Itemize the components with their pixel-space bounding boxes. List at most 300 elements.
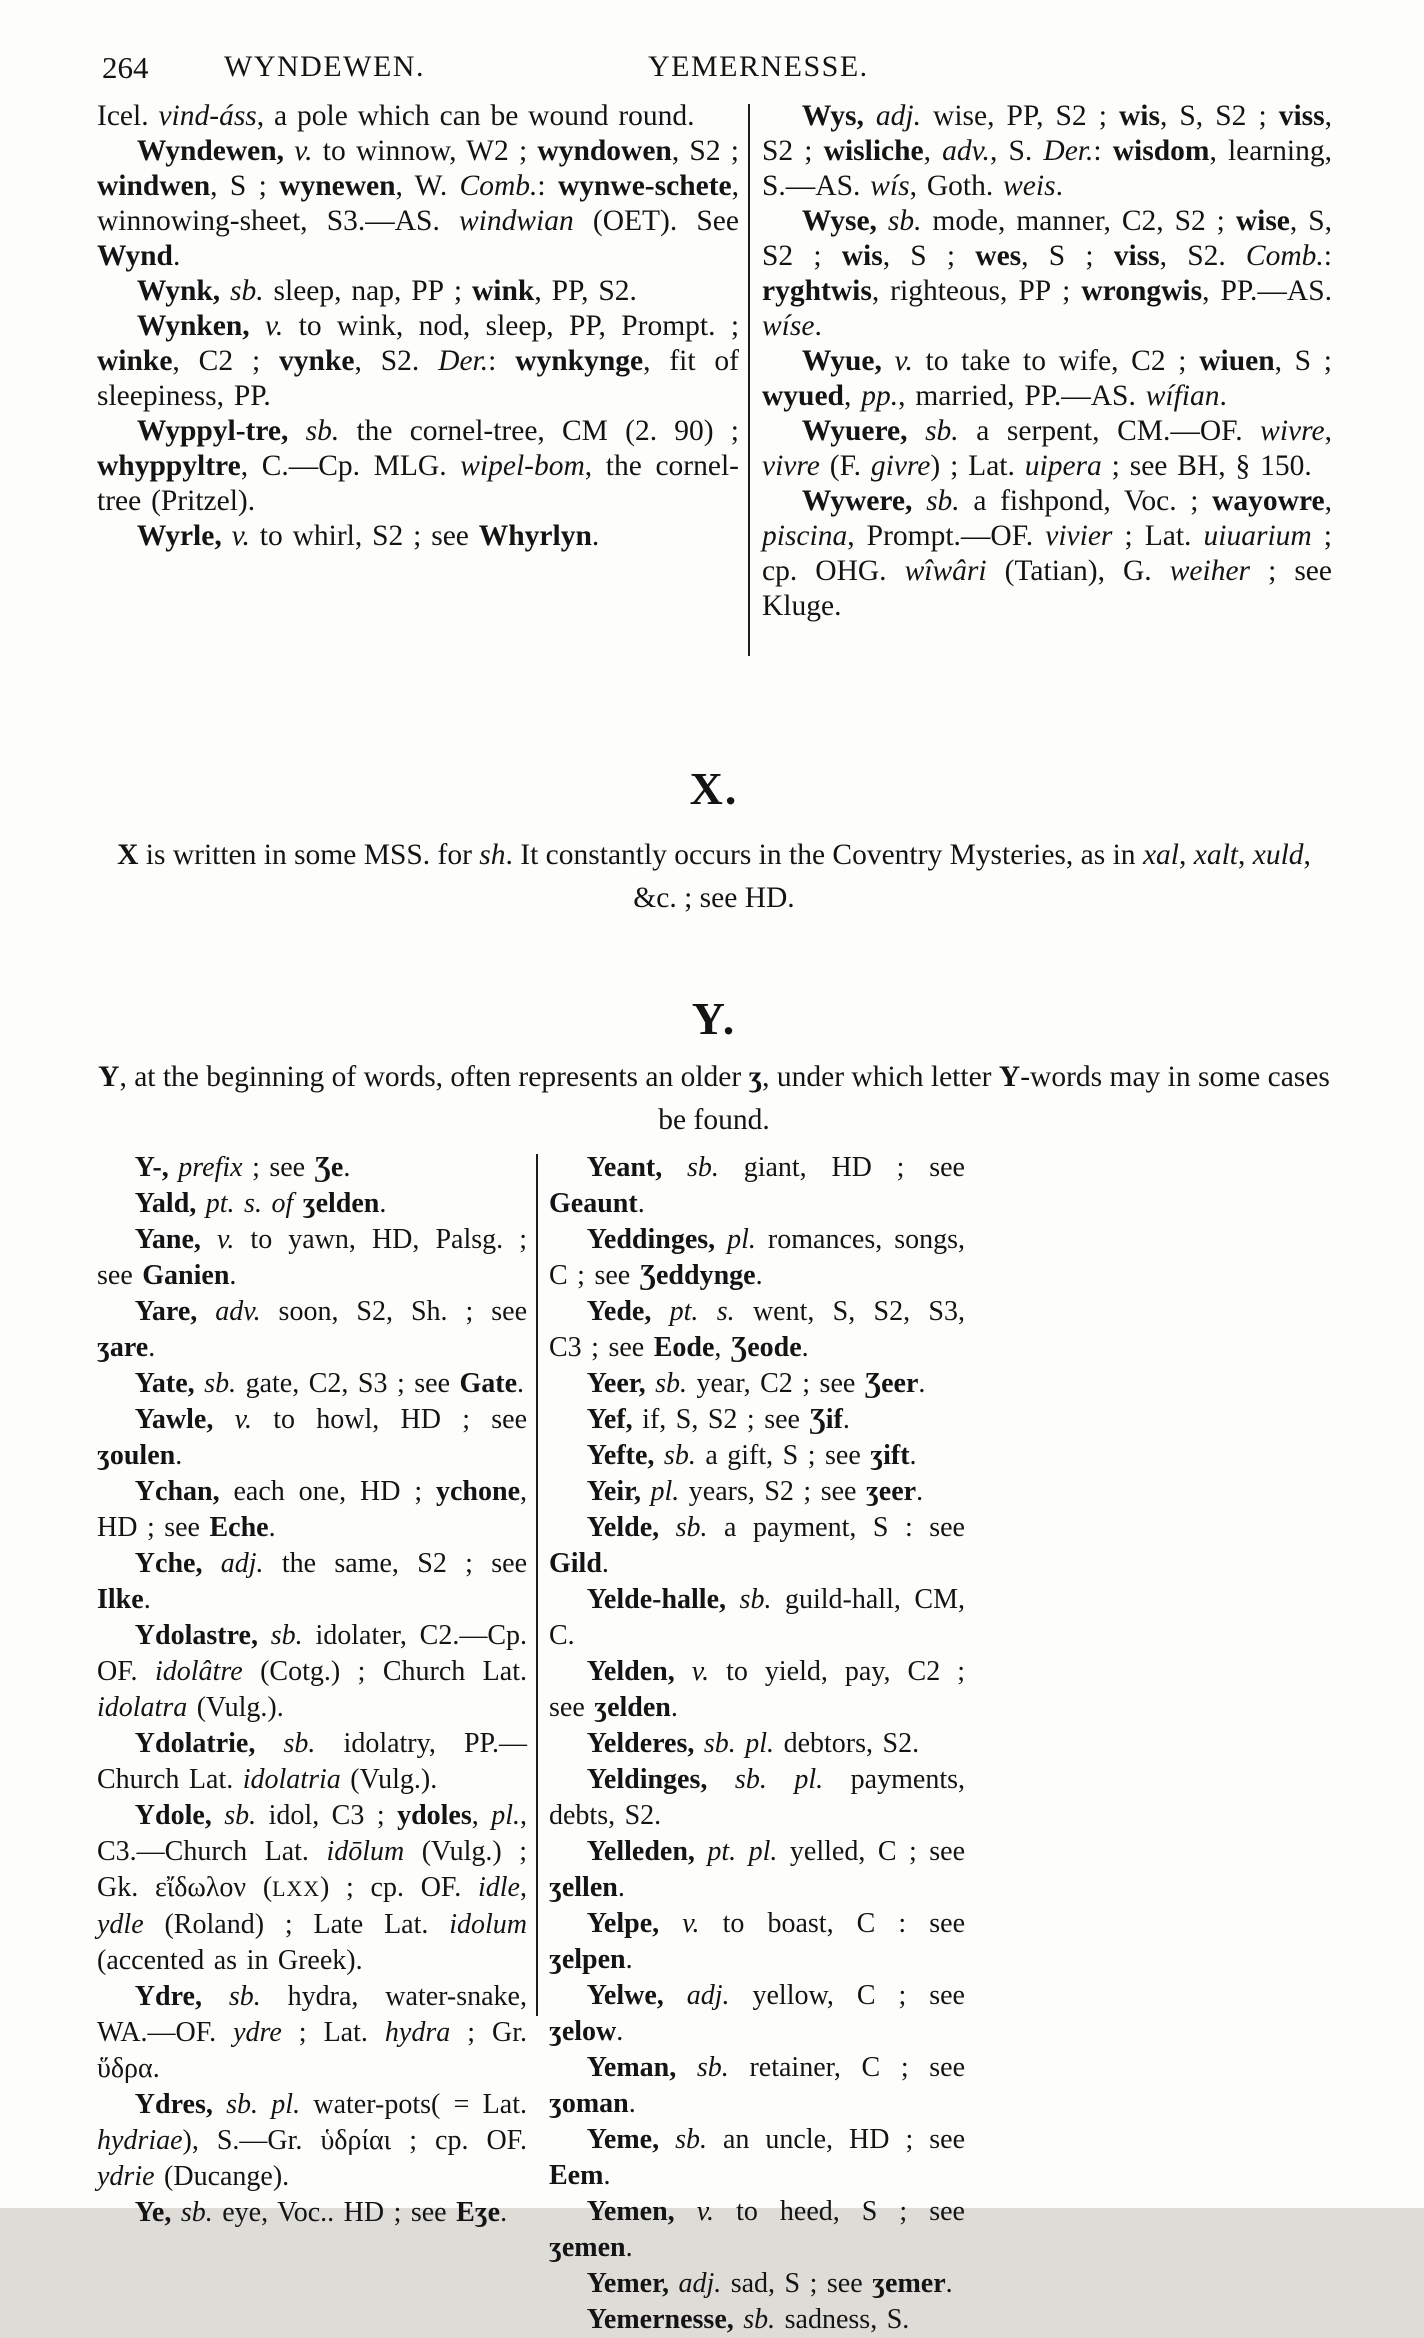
text-segment: sb.	[687, 1152, 719, 1183]
text-segment: Gild	[549, 1548, 602, 1579]
text-segment: idolatra	[97, 1692, 188, 1723]
section-heading-x: X.	[689, 763, 739, 814]
text-segment: windwen	[97, 170, 211, 202]
text-segment: Ydole,	[134, 1800, 225, 1831]
text-segment: viss	[1278, 100, 1325, 132]
text-segment: Yemer,	[586, 2268, 679, 2299]
text-segment: .	[670, 1692, 678, 1723]
dictionary-entry	[549, 1222, 965, 1294]
text-segment: .	[268, 1512, 276, 1543]
dictionary-entry	[549, 2122, 965, 2194]
text-segment: .	[625, 1944, 633, 1975]
text-segment: a fishpond, Voc. ;	[959, 485, 1213, 517]
text-segment: adj.	[678, 2268, 722, 2299]
text-segment: sadness, S.	[775, 2304, 910, 2335]
text-segment: Yelde,	[586, 1512, 676, 1543]
text-segment: guild-hall, CM, C.	[549, 1584, 965, 1651]
text-segment: .	[591, 520, 600, 552]
dictionary-entry	[97, 309, 739, 414]
running-head-right: YEMERNESSE.	[648, 50, 869, 83]
text-segment: pl.	[491, 1800, 520, 1831]
text-segment: Yeir,	[586, 1476, 651, 1507]
dictionary-entry	[549, 1366, 965, 1402]
text-segment: if, S, S2 ; see	[642, 1404, 810, 1435]
text-segment: ʒ	[748, 1061, 763, 1093]
text-segment: ydoles	[397, 1800, 472, 1831]
text-segment: pt. s. of	[205, 1188, 303, 1219]
text-segment: , C.—Cp. MLG.	[240, 450, 461, 482]
text-segment: sb. pl.	[226, 2089, 301, 2120]
text-segment: Wynk,	[136, 275, 231, 307]
text-segment: .	[175, 1440, 183, 1471]
text-segment: Gate	[459, 1368, 518, 1399]
text-segment: Eode	[653, 1332, 715, 1363]
text-segment: Eem	[549, 2160, 604, 2191]
text-segment: xalt	[1193, 839, 1238, 871]
text-segment: .	[143, 1584, 151, 1615]
dictionary-entry	[762, 204, 1332, 344]
text-segment: wynwe-schete	[557, 170, 732, 202]
text-segment: Wyse,	[801, 205, 888, 237]
text-segment: winke	[97, 345, 173, 377]
text-segment: ,	[519, 1872, 527, 1903]
y-entries-right-column	[549, 1150, 965, 2338]
text-segment: (Ducange).	[154, 2161, 290, 2192]
text-segment: went, S, S2, S3, C3 ; see	[549, 1296, 965, 1363]
text-segment: Ychan,	[134, 1476, 234, 1507]
text-segment: Yeddinges,	[586, 1224, 728, 1255]
text-segment: ʒeer	[865, 1476, 917, 1507]
text-segment: idolater, C2.—Cp. OF.	[97, 1620, 527, 1687]
text-segment: ʒoulen	[97, 1440, 176, 1471]
text-segment: Ʒe	[314, 1152, 344, 1183]
text-segment: Yemen,	[586, 2196, 697, 2227]
text-segment: Wynd	[97, 240, 173, 272]
text-segment: ydrie	[97, 2161, 155, 2192]
text-segment: Yeant,	[586, 1152, 688, 1183]
dictionary-entry	[97, 1402, 527, 1474]
text-segment: sb.	[675, 1512, 708, 1543]
dictionary-entry	[97, 1618, 527, 1726]
text-segment: wis	[1118, 100, 1160, 132]
text-segment: ydre	[233, 2017, 282, 2048]
text-segment: , S2.	[1159, 240, 1246, 272]
text-segment: , S.	[989, 135, 1044, 167]
text-segment: pt. pl.	[707, 1836, 778, 1867]
dictionary-entry	[549, 1402, 965, 1438]
text-segment: , W.	[395, 170, 460, 202]
text-segment: water-pots( = Lat.	[300, 2089, 527, 2120]
text-segment: ,	[471, 1800, 492, 1831]
text-segment: .	[842, 1404, 850, 1435]
text-segment: ʒelpen	[549, 1944, 626, 1975]
text-segment: v.	[894, 345, 913, 377]
text-segment: ,	[1237, 839, 1253, 871]
text-segment: , S2 ;	[671, 135, 740, 167]
dictionary-entry	[762, 99, 1332, 204]
text-segment: ) ; cp. OF.	[320, 1872, 478, 1903]
text-segment: sb.	[925, 415, 959, 447]
dictionary-entry	[549, 1294, 965, 1366]
text-segment: ; Lat.	[281, 2017, 385, 2048]
text-segment: sb.	[663, 1440, 696, 1471]
text-segment: Ydres,	[134, 2089, 227, 2120]
text-segment: ʒelden	[594, 1692, 671, 1723]
text-segment: ʒoman	[549, 2088, 629, 2119]
text-segment: adj.	[875, 100, 921, 132]
text-segment: wayowre	[1212, 485, 1325, 517]
text-segment: Yemernesse,	[586, 2304, 744, 2335]
dictionary-entry	[549, 1762, 965, 1834]
text-segment: piscina	[762, 520, 848, 552]
text-segment: Wywere,	[801, 485, 927, 517]
dictionary-entry	[549, 1582, 965, 1654]
text-segment: Yelwe,	[586, 1980, 687, 2011]
text-segment: Yald,	[134, 1188, 206, 1219]
text-segment: Yelde-halle,	[586, 1584, 740, 1615]
text-segment: Yche,	[134, 1548, 221, 1579]
text-segment: idolum	[449, 1909, 527, 1940]
column-divider	[748, 104, 750, 656]
text-segment: wîwâri	[904, 555, 987, 587]
text-segment: Y-,	[134, 1152, 179, 1183]
text-segment: ʒemer	[872, 2268, 946, 2299]
text-segment: , S, S2 ;	[1159, 100, 1279, 132]
dictionary-entry	[97, 99, 739, 134]
text-segment: .	[1219, 380, 1227, 412]
text-segment: vind-áss	[158, 100, 257, 132]
text-segment: Yane,	[134, 1224, 217, 1255]
text-segment: ryghtwis	[762, 275, 872, 307]
text-segment: sh	[479, 839, 506, 871]
column-divider	[536, 1154, 538, 2016]
text-segment: ,	[1324, 485, 1332, 517]
dictionary-entry	[97, 1186, 527, 1222]
text-segment: hydra	[384, 2017, 451, 2048]
text-segment: ,	[1324, 415, 1332, 447]
text-segment: to whirl, S2 ; see	[249, 520, 479, 552]
text-segment: Yelderes,	[586, 1728, 704, 1759]
text-segment: sb.	[696, 2052, 729, 2083]
text-segment: idle	[477, 1872, 520, 1903]
dictionary-entry	[549, 2266, 965, 2302]
text-segment: Ydolastre,	[134, 1620, 271, 1651]
text-segment: Yef,	[586, 1404, 643, 1435]
text-segment: v.	[691, 1656, 710, 1687]
text-segment: , married, PP.—AS.	[898, 380, 1146, 412]
text-segment: (accented as in Greek).	[97, 1945, 363, 1976]
text-segment: .	[916, 1476, 924, 1507]
text-segment: , righteous, PP ;	[871, 275, 1082, 307]
text-segment: , Goth.	[909, 170, 1004, 202]
text-segment: ,	[714, 1332, 731, 1363]
text-segment: Yeme,	[586, 2124, 676, 2155]
text-segment: ʒemen	[549, 2232, 626, 2263]
text-segment: Yate,	[134, 1368, 205, 1399]
dictionary-entry	[97, 1474, 527, 1546]
text-segment: Icel.	[97, 100, 159, 132]
text-segment: sb.	[180, 2197, 213, 2228]
text-segment: sb.	[739, 1584, 772, 1615]
text-segment: wyued	[762, 380, 844, 412]
text-segment: ,	[1178, 839, 1194, 871]
text-segment: wise, PP, S2 ;	[920, 100, 1119, 132]
text-segment: prefix	[178, 1152, 243, 1183]
text-segment: wynewen	[279, 170, 396, 202]
text-segment: wivre	[1260, 415, 1325, 447]
text-segment: retainer, C ; see	[728, 2052, 966, 2083]
text-segment: v.	[696, 2196, 715, 2227]
text-segment: wyndowen	[537, 135, 672, 167]
dictionary-entry	[549, 2050, 965, 2122]
text-segment: .	[500, 2197, 508, 2228]
text-segment: adv.	[942, 135, 990, 167]
dictionary-entry	[549, 1654, 965, 1726]
text-segment: sb.	[283, 1728, 316, 1759]
text-segment: wisdom	[1112, 135, 1210, 167]
text-segment: Wynken,	[136, 310, 266, 342]
text-segment: .	[148, 1332, 156, 1363]
text-segment: to winnow, W2 ;	[312, 135, 538, 167]
text-segment: ; see Kluge.	[762, 555, 1332, 622]
text-segment: v.	[294, 135, 313, 167]
text-segment: X	[117, 839, 139, 871]
text-segment: wynkynge	[515, 345, 644, 377]
text-segment: wes	[975, 240, 1022, 272]
text-segment: wise	[1235, 205, 1290, 237]
text-segment: ʒelden	[302, 1188, 380, 1219]
text-segment: hydriae	[97, 2125, 183, 2156]
text-segment: Whyrlyn	[478, 520, 592, 552]
text-segment: .	[637, 1188, 645, 1219]
text-segment: LXX	[272, 1877, 321, 1901]
text-segment: vivier	[1045, 520, 1113, 552]
text-segment: Yefte,	[586, 1440, 664, 1471]
text-segment: (Vulg.) ; Gk. εἴδωλον (	[97, 1836, 527, 1903]
text-segment: wiuen	[1199, 345, 1275, 377]
text-segment: , a pole which can be wound round.	[256, 100, 695, 132]
w-entries-right-column	[762, 99, 1332, 624]
text-segment: Yelpe,	[586, 1908, 683, 1939]
text-segment: ʒare	[97, 1332, 149, 1363]
text-segment: Yelden,	[586, 1656, 692, 1687]
text-segment: v.	[216, 1224, 235, 1255]
text-segment: an uncle, HD ; see	[707, 2124, 965, 2155]
text-segment: eye, Voc.. HD ; see	[212, 2197, 457, 2228]
dictionary-entry	[549, 1438, 965, 1474]
text-segment: weis	[1003, 170, 1056, 202]
text-segment: ; Lat.	[1112, 520, 1204, 552]
text-segment: Wyue,	[801, 345, 895, 377]
dictionary-entry	[549, 1978, 965, 2050]
dictionary-entry	[549, 1906, 965, 1978]
text-segment: uiuarium	[1203, 520, 1312, 552]
text-segment: .	[229, 1260, 237, 1291]
text-segment: , PP.—AS.	[1202, 275, 1332, 307]
text-segment: sb.	[204, 1368, 237, 1399]
text-segment: (Tatian), G.	[986, 555, 1170, 587]
text-segment: debtors, S2.	[774, 1728, 920, 1759]
text-segment: ; Gr. ὕδρα.	[97, 2017, 527, 2084]
text-segment: Ilke	[97, 1584, 144, 1615]
text-segment: to howl, HD ; see	[251, 1404, 527, 1435]
text-segment: Ganien	[142, 1260, 230, 1291]
text-segment: Ʒeddynge	[639, 1260, 756, 1291]
text-segment: payments, debts, S2.	[549, 1764, 965, 1831]
text-segment: Eʒe	[456, 2197, 501, 2228]
dictionary-entry	[97, 1294, 527, 1366]
text-segment: Yawle,	[134, 1404, 235, 1435]
text-segment: , S2.	[354, 345, 439, 377]
text-segment: a gift, S ; see	[695, 1440, 871, 1471]
text-segment: pp.	[861, 380, 899, 412]
text-segment: , the cornel-tree (Pritzel).	[97, 450, 739, 517]
section-x-intro	[95, 834, 1333, 920]
text-segment: , at the beginning of words, often represents an older	[119, 1061, 749, 1093]
text-segment: ; see	[242, 1152, 315, 1183]
text-segment: Comb.	[1245, 240, 1324, 272]
text-segment: Wyppyl-tre,	[136, 415, 306, 447]
text-segment: Yeer,	[586, 1368, 656, 1399]
text-segment: . It constantly occurs in the Coventry Mysteries, as in	[505, 839, 1143, 871]
text-segment: sb.	[228, 1981, 261, 2012]
text-segment: , HD ; see	[97, 1476, 527, 1543]
text-segment: , C2 ;	[172, 345, 280, 377]
dictionary-entry	[762, 344, 1332, 414]
text-segment: pl.	[727, 1224, 756, 1255]
text-segment: xal	[1142, 839, 1179, 871]
text-segment: , winnowing-sheet, S3.—AS.	[97, 170, 740, 237]
text-segment: .	[603, 2160, 611, 2191]
text-segment: is written in some MSS. for	[138, 839, 480, 871]
text-segment: adv.	[215, 1296, 261, 1327]
text-segment: .	[343, 1152, 351, 1183]
text-segment: pt. s.	[669, 1296, 735, 1327]
text-segment: :	[1323, 240, 1332, 272]
text-segment: adj.	[220, 1548, 264, 1579]
dictionary-entry	[97, 1222, 527, 1294]
text-segment: .	[172, 240, 181, 272]
text-segment: sb.	[655, 1368, 688, 1399]
text-segment: Ydolatrie,	[134, 1728, 284, 1759]
text-segment: , C3.—Church Lat.	[97, 1800, 527, 1867]
text-segment: , S, S2 ;	[762, 205, 1332, 272]
text-segment: years, S2 ; see	[679, 1476, 866, 1507]
text-segment: .	[814, 310, 822, 342]
text-segment: .	[801, 1332, 809, 1363]
text-segment: ,	[923, 135, 943, 167]
text-segment: v.	[234, 1404, 252, 1435]
text-segment: ydle	[97, 1909, 144, 1940]
text-segment: , S ;	[210, 170, 280, 202]
text-segment: sad, S ; see	[721, 2268, 873, 2299]
text-segment: the cornel-tree, CM (2. 90) ;	[339, 415, 740, 447]
text-segment: v.	[231, 520, 250, 552]
text-segment: wipel-bom	[460, 450, 585, 482]
text-segment: xuld	[1252, 839, 1304, 871]
text-segment: .	[616, 2016, 624, 2047]
text-segment: Yare,	[134, 1296, 216, 1327]
text-segment: each one, HD ;	[233, 1476, 436, 1507]
text-segment: (Vulg.).	[340, 1764, 438, 1795]
text-segment: wíse	[762, 310, 815, 342]
text-segment: sb.	[926, 485, 960, 517]
dictionary-entry	[97, 1366, 527, 1402]
text-segment: idolatry, PP.—Church Lat.	[97, 1728, 528, 1795]
text-segment: a serpent, CM.—OF.	[958, 415, 1261, 447]
text-segment: to boast, C : see	[699, 1908, 966, 1939]
text-segment: -words may in some cases be found.	[658, 1061, 1330, 1136]
text-segment: sb.	[305, 415, 340, 447]
text-segment: ) ; Lat.	[930, 450, 1025, 482]
text-segment: vivre	[762, 450, 820, 482]
text-segment: (F.	[819, 450, 871, 482]
text-segment: wrongwis	[1081, 275, 1203, 307]
dictionary-entry	[97, 134, 739, 274]
text-segment: yelled, C ; see	[777, 1836, 965, 1867]
text-segment: :	[537, 170, 558, 202]
text-segment: .	[1055, 170, 1063, 202]
dictionary-entry	[97, 1546, 527, 1618]
dictionary-entry	[97, 1798, 527, 1979]
section-heading-y: Y.	[691, 993, 737, 1044]
text-segment: Wyuere,	[801, 415, 926, 447]
text-segment: ychone	[436, 1476, 520, 1507]
text-segment: .	[945, 2268, 953, 2299]
dictionary-entry	[762, 484, 1332, 624]
dictionary-entry	[549, 1726, 965, 1762]
text-segment: sb. pl.	[703, 1728, 775, 1759]
text-segment: Wyndewen,	[136, 135, 295, 167]
w-entries-left-column	[97, 99, 739, 554]
text-segment: sb.	[675, 2124, 707, 2155]
text-segment: , fit of sleepiness, PP.	[97, 345, 739, 412]
text-segment: hydra, water-snake, WA.—OF.	[97, 1981, 527, 2048]
text-segment: mode, manner, C2, S2 ;	[921, 205, 1236, 237]
text-segment: .	[625, 2232, 633, 2263]
dictionary-entry	[97, 1150, 527, 1186]
text-segment: , S ;	[882, 240, 976, 272]
text-segment: .	[755, 1260, 763, 1291]
text-segment: , learning, S.—AS.	[762, 135, 1332, 202]
text-segment: Eche	[209, 1512, 269, 1543]
text-segment: .	[617, 1872, 625, 1903]
text-segment: a payment, S : see	[707, 1512, 965, 1543]
text-segment: v.	[682, 1908, 700, 1939]
text-segment: sb.	[887, 205, 922, 237]
text-segment: (Vulg.).	[187, 1692, 284, 1723]
text-segment: soon, S2, Sh. ; see	[260, 1296, 527, 1327]
text-segment: Geaunt	[549, 1188, 638, 1219]
text-segment: sb. pl.	[734, 1764, 824, 1795]
dictionary-entry	[97, 2087, 527, 2195]
text-segment: idolâtre	[155, 1656, 243, 1687]
text-segment: Yeman,	[586, 2052, 697, 2083]
text-segment: .	[601, 1548, 609, 1579]
text-segment: Ʒif	[809, 1404, 843, 1435]
text-segment: pl.	[650, 1476, 680, 1507]
text-segment: ʒelow	[549, 2016, 617, 2047]
text-segment: Ye,	[134, 2197, 181, 2228]
text-segment: weiher	[1169, 555, 1251, 587]
text-segment: Der.	[1043, 135, 1094, 167]
text-segment: , Prompt.—OF.	[847, 520, 1046, 552]
text-segment: Der.	[438, 345, 489, 377]
text-segment: windwian	[458, 205, 574, 237]
text-segment: , S ;	[1021, 240, 1114, 272]
text-segment: Ydre,	[134, 1981, 229, 2012]
text-segment: to wink, nod, sleep, PP, Prompt. ;	[283, 310, 740, 342]
